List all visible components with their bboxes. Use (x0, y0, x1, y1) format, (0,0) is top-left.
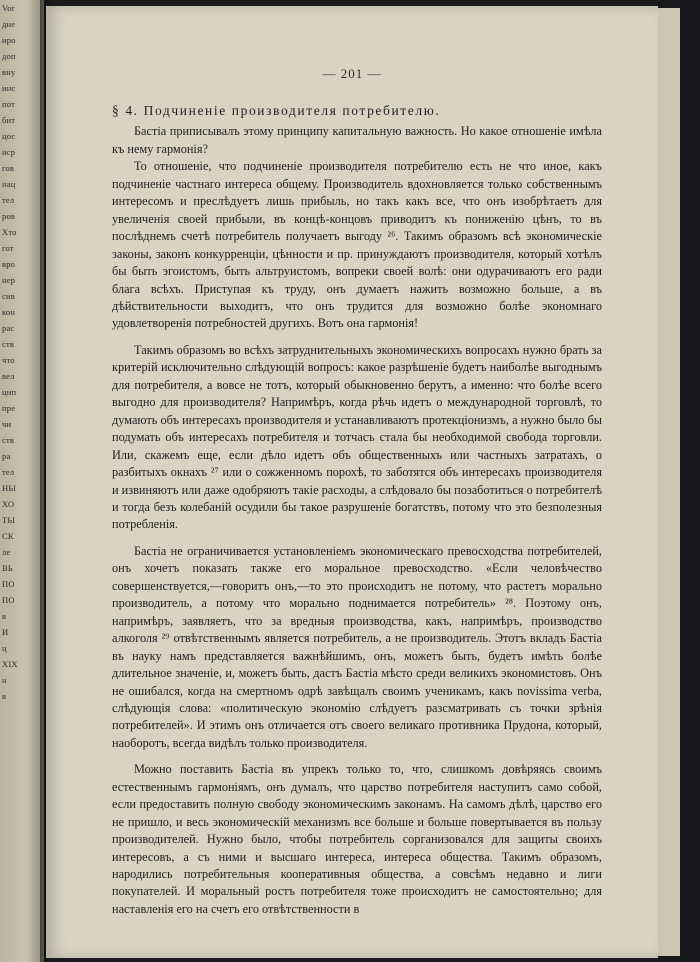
left-page-line: вро (2, 259, 16, 269)
left-page-line: ПО (2, 595, 15, 605)
left-page-line: кон (2, 307, 16, 317)
left-page-line: цос (2, 131, 16, 141)
left-page-line: пот (2, 99, 16, 109)
left-page-line: вел (2, 371, 15, 381)
page-number: — 201 — (322, 66, 382, 81)
book-page (46, 6, 658, 958)
left-page-line: иро (2, 35, 16, 45)
paragraph-1: Бастіа приписывалъ этому принципу капитальную важность. Но какое отношеніе имѣла къ нему гармонія? (112, 124, 602, 156)
left-page-line: ХО (2, 499, 15, 509)
left-page-line: сив (2, 291, 15, 301)
left-page-line: Хто (2, 227, 17, 237)
left-page-line: цип (2, 387, 17, 397)
page-stack-edge (658, 8, 680, 956)
left-page-text-fragments (0, 0, 44, 704)
left-page-line: гов (2, 163, 15, 173)
left-page-line: Vor (2, 3, 15, 13)
page-text (112, 102, 602, 927)
left-page-line: бит (2, 115, 16, 125)
left-page-line: дне (2, 19, 16, 29)
paragraph-4: Бастіа не ограничивается установленіемъ экономическаго превосходства потребителей, онъ хочетъ показать также его моральное превосходство. «Если человѣчество совершенствуется,—говоритъ онъ,—то это происходитъ не потому, что растетъ морально производитель, а потому что морально поднимается потребитель» ²⁸. Поэтому онъ, напримѣръ, заявляетъ, что за вредныя производства, какъ, напримѣръ, производство алкоголя ²⁹ отвѣтственнымъ является потребитель, а не производитель. Этотъ вкладъ Бастіа въ науку намъ представляется важнѣйшимъ, онъ, можетъ быть, будетъ имѣть болѣе длительное значеніе, и, можетъ быть, дастъ Бастіа мѣсто среди великихъ экономистовъ. Онъ не ошибался, когда на смертномъ одрѣ завѣщалъ своимъ ученикамъ, какъ novissima verba, слѣдующія слова: «политическую экономію слѣдуетъ разсматривать съ точки зрѣнія потребителей». И этимъ онъ отличается отъ своего великаго противника Прудона, который, наоборотъ, всегда видѣлъ только производителя. (112, 543, 602, 750)
left-page-line: ле (2, 547, 11, 557)
paragraph-2: То отношеніе, что подчиненіе производителя потребителю есть не что иное, какъ подчиненіе частнаго интереса общему. Производитель вдохновляется только собственнымъ интересомъ и преслѣдуетъ лишь прибыль, но такъ какъ все, что онъ изобрѣтаетъ для увеличенія своей прибыли, въ концѣ-концовъ приводитъ къ пониженію цѣнъ, то въ послѣднемъ счетѣ потребитель получаетъ выгоду ²⁶. Такимъ образомъ всѣ экономическіе законы, законъ конкурренціи, цѣнности и пр. принуждаютъ производителя, который хотѣлъ бы быть эгоистомъ, быть альтруистомъ, вопреки своей волѣ: они одурачиваютъ его ради блага всѣхъ. Приступая къ труду, онъ думаетъ нажить возможно больше, а въ дѣйствительности выходитъ, что онъ трудится для возможно болѣе экономнаго удовлетворенія потребностей другихъ. Вотъ она гармонія! (112, 159, 602, 331)
left-page-line: XIX (2, 659, 18, 669)
left-page-line: чи (2, 419, 12, 429)
section-title: § 4. Подчиненіе производителя потребителю. (112, 103, 441, 118)
left-page-line: пре (2, 403, 16, 413)
paragraph-3: Такимъ образомъ во всѣхъ затруднительныхъ экономическихъ вопросахъ нужно брать за критерій исключительно слѣдующій вопросъ: какое разрѣшеніе будетъ наиболѣе выгоднымъ для потребителя, а вовсе не тотъ, который обыкновенно берутъ, а именно: что болѣе всего выгодно для производителя? Напримѣръ, когда рѣчь идетъ о международной торговлѣ, то думають объ интересахъ производителя и устанавливаютъ протекціонизмъ, а нужно было бы подумать объ интересахъ потребителя и тотчасъ стала бы необходимой свобода торговли. Или, скажемъ еще, если дѣло идетъ объ общественныхъ или частныхъ затратахъ, о разбитыхъ окнахъ ²⁷ или о сожженномъ порохѣ, то заботятся объ интересахъ производителя и извиняютъ или даже одобряютъ такіе расходы, а слѣдовало бы позаботиться о потребителѣ и тогда безъ колебаній осудили бы такое разрушеніе богатствъ, потому что это безполезныя потребленія. (112, 342, 602, 532)
left-page-line: ств (2, 339, 15, 349)
left-page-line: что (2, 355, 15, 365)
book-cover-edge (680, 0, 700, 962)
left-page-line: тел (2, 467, 15, 477)
paragraph-5: Можно поставить Бастіа въ упрекъ только то, что, слишкомъ довѣряясь своимъ естественнымъ гармоніямъ, онъ думалъ, что царство потребителя наступитъ само собой, если предоставить полную свободу экономическимъ законамъ. На самомъ дѣлѣ, царство его не пришло, и весь экономическій механизмъ все больше и больше повертывается въ пользу производителей. Нужно было, чтобы потребитель сорганизовался для защиты своихъ интересовъ, а съ ними и высшаго интереса, интереса общества. Такимъ образомъ, народились потребительныя кооперативныя общества, а совсѣмъ недавно и лиги покупателей. И моральный ростъ потребителя тоже происходитъ не самостоятельно; для наставленія его на счетъ его отвѣтственности в (112, 762, 602, 916)
left-page-line: вну (2, 67, 16, 77)
left-page-line: ств (2, 435, 15, 445)
left-page-line: иср (2, 147, 16, 157)
left-page-line: ц (2, 643, 7, 653)
left-page-line: ров (2, 211, 16, 221)
left-page-line: ра (2, 451, 11, 461)
left-page-line: доп (2, 51, 16, 61)
left-page-line: тел (2, 195, 15, 205)
left-page-line: гот (2, 243, 14, 253)
left-page-line: СК (2, 531, 14, 541)
left-page-line: нер (2, 275, 16, 285)
left-page-line: нац (2, 179, 16, 189)
left-page-line: н (2, 675, 7, 685)
left-page-line: ПО (2, 579, 15, 589)
left-page-line: рас (2, 323, 15, 333)
left-page-line: в (2, 691, 7, 701)
left-page-line: в (2, 611, 7, 621)
left-page-line: И (2, 627, 9, 637)
left-page-line: ТЫ (2, 515, 16, 525)
left-page-line: НЫ (2, 483, 16, 493)
left-page-edge (0, 0, 44, 962)
left-page-line: ВЬ (2, 563, 13, 573)
left-page-line: инс (2, 83, 16, 93)
